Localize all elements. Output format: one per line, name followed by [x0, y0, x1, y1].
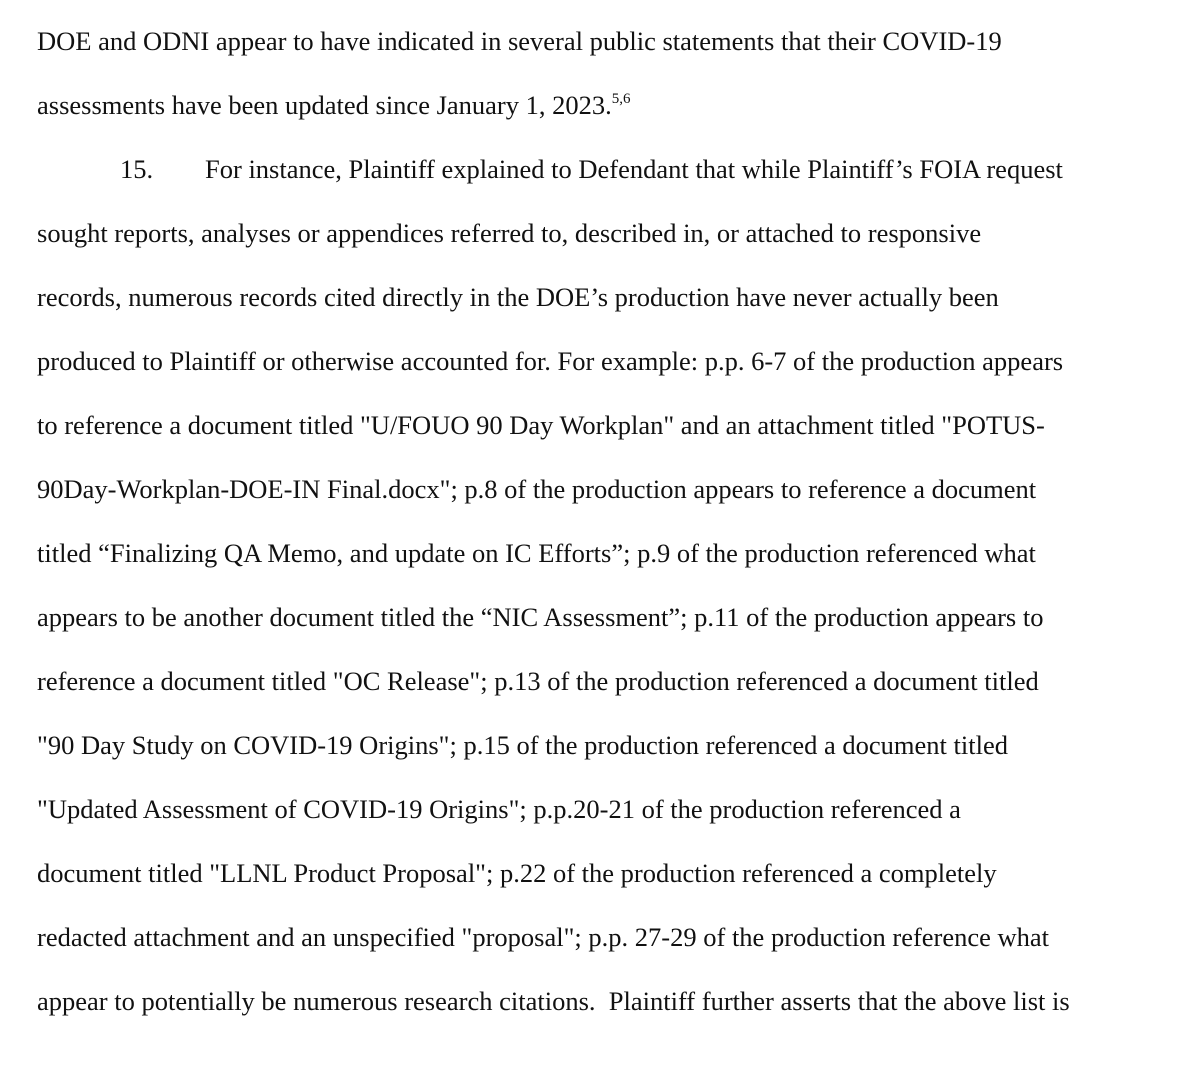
- text-line-12: "90 Day Study on COVID-19 Origins"; p.15 of the production referenced a document titled: [37, 730, 1009, 760]
- text-line-8: 90Day-Workplan-DOE-IN Final.docx"; p.8 of the production appears to reference a document: [37, 474, 1037, 504]
- text-line-2: [37, 90, 631, 120]
- text-line-7: to reference a document titled "U/FOUO 90 Day Workplan" and an attachment titled "POTUS-: [37, 410, 1045, 440]
- text-line-10: appears to be another document titled the “NIC Assessment”; p.11 of the production appears to: [37, 602, 1044, 632]
- text-line-4: sought reports, analyses or appendices referred to, described in, or attached to responsive: [37, 218, 982, 248]
- text-line-9: titled “Finalizing QA Memo, and update on IC Efforts”; p.9 of the production referenced what: [37, 538, 1036, 568]
- footnote-reference: 5,6: [611, 91, 631, 107]
- text-line-6: produced to Plaintiff or otherwise accounted for. For example: p.p. 6-7 of the production appears: [37, 346, 1064, 376]
- text-line-1: DOE and ODNI appear to have indicated in several public statements that their COVID-19: [37, 26, 1002, 56]
- text-line-5: records, numerous records cited directly in the DOE’s production have never actually been: [37, 282, 999, 312]
- text-line-15: redacted attachment and an unspecified "proposal"; p.p. 27-29 of the production reference what: [37, 922, 1050, 952]
- text-line-16: appear to potentially be numerous research citations. Plaintiff further asserts that the above list is: [37, 986, 1070, 1016]
- text-line-3: For instance, Plaintiff explained to Defendant that while Plaintiff’s FOIA request: [205, 154, 1063, 184]
- text-line-14: document titled "LLNL Product Proposal"; p.22 of the production referenced a completely: [37, 858, 997, 888]
- text-line-11: reference a document titled "OC Release"; p.13 of the production referenced a document titled: [37, 666, 1039, 696]
- paragraph-number: 15.: [120, 154, 154, 184]
- text-line-13: "Updated Assessment of COVID-19 Origins"; p.p.20-21 of the production referenced a: [37, 794, 961, 824]
- text-line-2-body: assessments have been updated since January 1, 2023.: [37, 90, 612, 120]
